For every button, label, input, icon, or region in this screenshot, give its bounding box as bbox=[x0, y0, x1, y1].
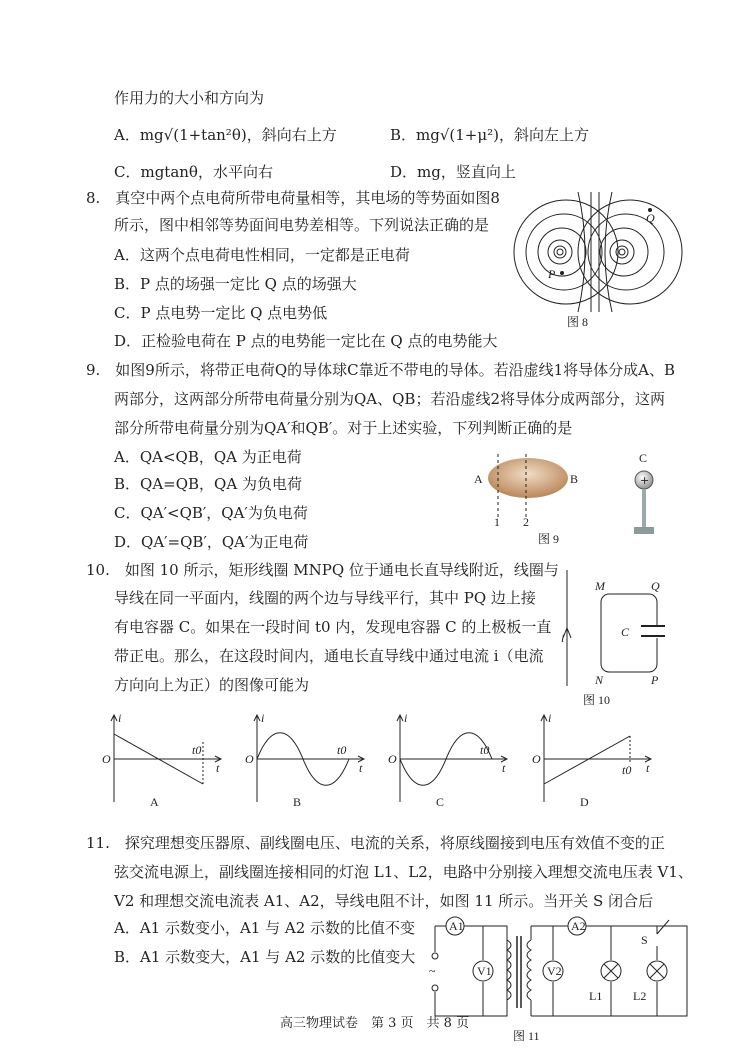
fig11-ammeter-a1: A1 bbox=[449, 919, 464, 933]
svg-text:t0: t0 bbox=[480, 743, 490, 757]
page-footer: 高三物理试卷 第 3 页 共 8 页 bbox=[280, 1016, 470, 1031]
svg-text:t: t bbox=[502, 761, 506, 775]
q10-graph-b bbox=[243, 712, 368, 807]
svg-text:t: t bbox=[359, 761, 363, 775]
svg-text:O: O bbox=[102, 752, 111, 766]
fig10-label-n: N bbox=[595, 673, 604, 687]
q7-tail: 作用力的大小和方向为 bbox=[114, 89, 265, 107]
fig11-lamp-l1: L1 bbox=[589, 989, 603, 1003]
q7-option-a: A．mg√(1+tan²θ)，斜向右上方 bbox=[114, 126, 337, 144]
q10-graph-a-label: A bbox=[150, 795, 159, 809]
fig9-label-a: A bbox=[474, 472, 483, 486]
q8-option-b: B．P 点的场强一定比 Q 点的场强大 bbox=[114, 275, 357, 293]
q10-graph-a bbox=[100, 712, 225, 807]
figure-10-coil bbox=[555, 568, 695, 708]
q10-stem-line3: 有电容器 C。如果在一段时间 t0 内，发现电容器 C 的上极板一直 bbox=[114, 618, 552, 636]
figure-9-conductor bbox=[466, 448, 666, 548]
q7-option-d: D．mg，竖直向上 bbox=[390, 163, 516, 181]
fig9-caption: 图 9 bbox=[538, 532, 560, 546]
fig11-caption: 图 11 bbox=[513, 1029, 540, 1043]
fig8-caption: 图 8 bbox=[567, 315, 589, 329]
svg-text:i: i bbox=[261, 711, 265, 725]
svg-text:i: i bbox=[548, 711, 552, 725]
fig11-lamp-l2: L2 bbox=[633, 989, 647, 1003]
fig11-voltmeter-v2: V2 bbox=[547, 964, 562, 978]
svg-text:i: i bbox=[404, 711, 408, 725]
q9-option-b: B．QA=QB，QA 为负电荷 bbox=[114, 475, 302, 493]
fig9-line-1: 1 bbox=[494, 515, 500, 529]
svg-text:O: O bbox=[532, 752, 541, 766]
fig9-label-b: B bbox=[570, 472, 579, 486]
q11-option-b: B．A1 示数变大，A1 与 A2 示数的比值变大 bbox=[114, 948, 416, 966]
figure-8-equipotential bbox=[500, 190, 660, 340]
q11-stem-line3: V2 和理想交流电流表 A1、A2，导线电阻不计，如图 11 所示。当开关 S 闭合后 bbox=[114, 892, 654, 910]
fig10-label-p: P bbox=[651, 673, 659, 687]
q9-option-c: C．QA′<QB′，QA′为负电荷 bbox=[114, 504, 308, 522]
q10-graph-b-label: B bbox=[293, 795, 302, 809]
q11-option-a: A．A1 示数变小，A1 与 A2 示数的比值不变 bbox=[114, 919, 416, 937]
q8-stem-line2: 所示，图中相邻等势面间电势差相等。下列说法正确的是 bbox=[114, 216, 490, 234]
q10-graph-c bbox=[386, 712, 511, 807]
q8-option-a: A．这两个点电荷电性相同，一定都是正电荷 bbox=[114, 246, 410, 264]
q8-option-d: D．正检验电荷在 P 点的电势能一定比在 Q 点的电势能大 bbox=[114, 332, 498, 350]
q9-option-a: A．QA<QB，QA 为正电荷 bbox=[114, 448, 302, 466]
fig10-label-q: Q bbox=[651, 579, 660, 593]
svg-text:t0: t0 bbox=[337, 743, 347, 757]
q9-stem-line1: 9. 如图9所示，将带正电荷Q的导体球C靠近不带电的导体。若沿虚线1将导体分成A、B bbox=[86, 361, 676, 379]
q10-graph-d bbox=[530, 712, 655, 807]
q8-stem-line1: 8. 真空中两个点电荷所带电荷量相等，其电场的等势面如图8 bbox=[86, 189, 500, 207]
q11-stem-line1: 11. 探究理想变压器原、副线圈电压、电流的关系，将原线圈接到电压有效值不变的正 bbox=[86, 834, 665, 852]
svg-text:i: i bbox=[118, 711, 122, 725]
fig10-label-c: C bbox=[621, 625, 630, 639]
q10-stem-line2: 导线在同一平面内，线圈的两个边与导线平行，其中 PQ 边上接 bbox=[114, 589, 536, 607]
svg-text:O: O bbox=[388, 752, 397, 766]
fig10-caption: 图 10 bbox=[583, 693, 611, 707]
q10-stem-line4: 带正电。那么，在这段时间内，通电长直导线中通过电流 i（电流 bbox=[114, 647, 544, 665]
q10-graph-d-label: D bbox=[580, 795, 589, 809]
fig8-label-q: Q bbox=[646, 211, 655, 225]
fig10-label-m: M bbox=[595, 579, 605, 593]
fig11-ammeter-a2: A2 bbox=[571, 919, 586, 933]
q9-stem-line2: 两部分，这两部分所带电荷量分别为QA、QB；若沿虚线2将导体分成两部分，这两 bbox=[114, 390, 665, 408]
q7-option-b: B．mg√(1+μ²)，斜向左上方 bbox=[390, 126, 589, 144]
svg-text:t0: t0 bbox=[192, 743, 202, 757]
fig9-label-c: C bbox=[639, 451, 648, 465]
q10-graph-c-label: C bbox=[436, 795, 445, 809]
fig11-switch-s: S bbox=[641, 933, 648, 947]
q10-stem-line5: 方向向上为正）的图像可能为 bbox=[114, 676, 310, 694]
q9-stem-line3: 部分所带电荷量分别为QA′和QB′。对于上述实验，下列判断正确的是 bbox=[114, 419, 573, 437]
fig8-label-p: P bbox=[548, 267, 556, 281]
fig9-line-2: 2 bbox=[523, 515, 529, 529]
fig10-label-i: i bbox=[561, 631, 565, 645]
q10-stem-line1: 10. 如图 10 所示，矩形线圈 MNPQ 位于通电长直导线附近，线圈与 bbox=[86, 561, 559, 579]
svg-text:t0: t0 bbox=[622, 763, 632, 777]
q8-option-c: C．P 点电势一定比 Q 点电势低 bbox=[114, 304, 328, 322]
fig11-voltmeter-v1: V1 bbox=[477, 964, 492, 978]
svg-text:t: t bbox=[216, 761, 220, 775]
svg-text:~: ~ bbox=[429, 964, 436, 978]
svg-text:+: + bbox=[640, 474, 650, 487]
svg-text:O: O bbox=[245, 752, 254, 766]
q7-option-c: C．mgtanθ，水平向右 bbox=[114, 163, 273, 181]
q11-stem-line2: 弦交流电源上，副线圈连接相同的灯泡 L1、L2，电路中分别接入理想交流电压表 V1、 bbox=[114, 863, 693, 881]
q9-option-d: D．QA′=QB′，QA′为正电荷 bbox=[114, 533, 309, 551]
svg-text:t: t bbox=[646, 761, 650, 775]
